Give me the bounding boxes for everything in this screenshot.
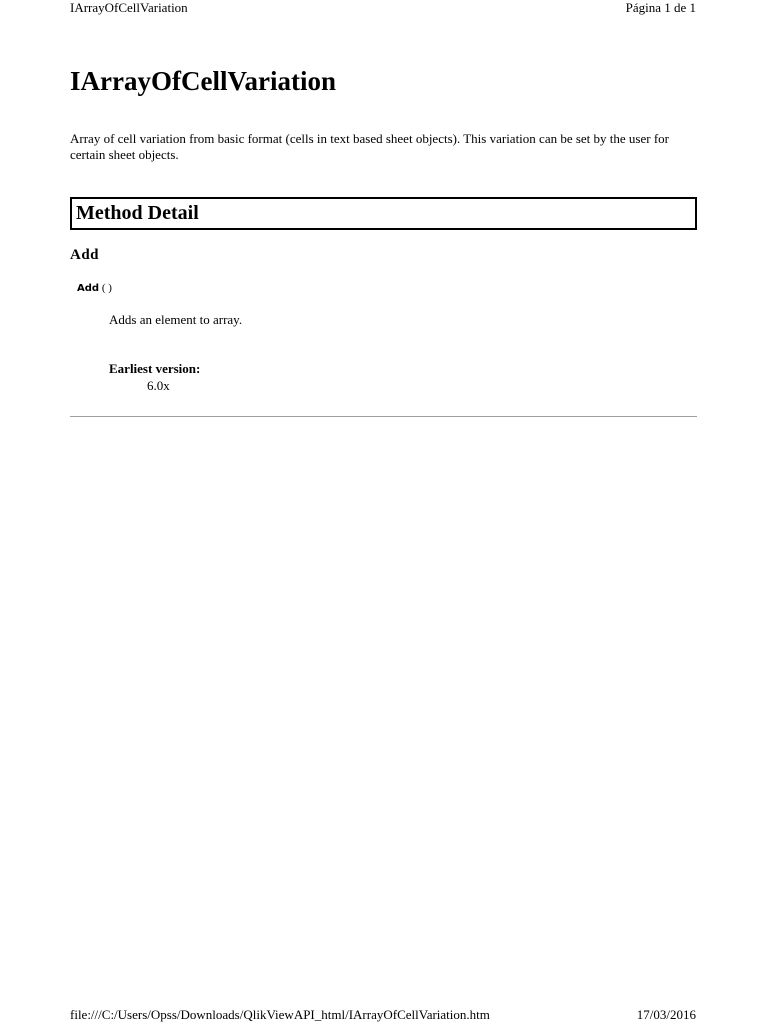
method-description: Adds an element to array. [109,312,243,327]
method-detail-heading: Method Detail [76,202,199,224]
method-detail-header-box [70,197,697,230]
section-divider [70,416,697,417]
method-name-add: Add [70,247,100,263]
print-header-title: IArrayOfCellVariation [70,0,188,15]
interface-description: Array of cell variation from basic format (cells in text based sheet objects). This variation can be set by the user for certain sheet objects. [70,131,669,162]
earliest-version-value: 6.0x [147,378,170,393]
method-signature-name: Add [77,283,100,294]
method-signature [77,281,112,296]
print-footer-url: file:///C:/Users/Opss/Downloads/QlikViewAPI_html/IArrayOfCellVariation.htm [70,1007,490,1022]
print-header-page-info: Página 1 de 1 [625,0,696,15]
print-footer-date: 17/03/2016 [636,1007,696,1022]
method-signature-params: ( ) [99,282,112,294]
page-title: IArrayOfCellVariation [70,66,336,96]
earliest-version-label: Earliest version: [109,361,201,376]
